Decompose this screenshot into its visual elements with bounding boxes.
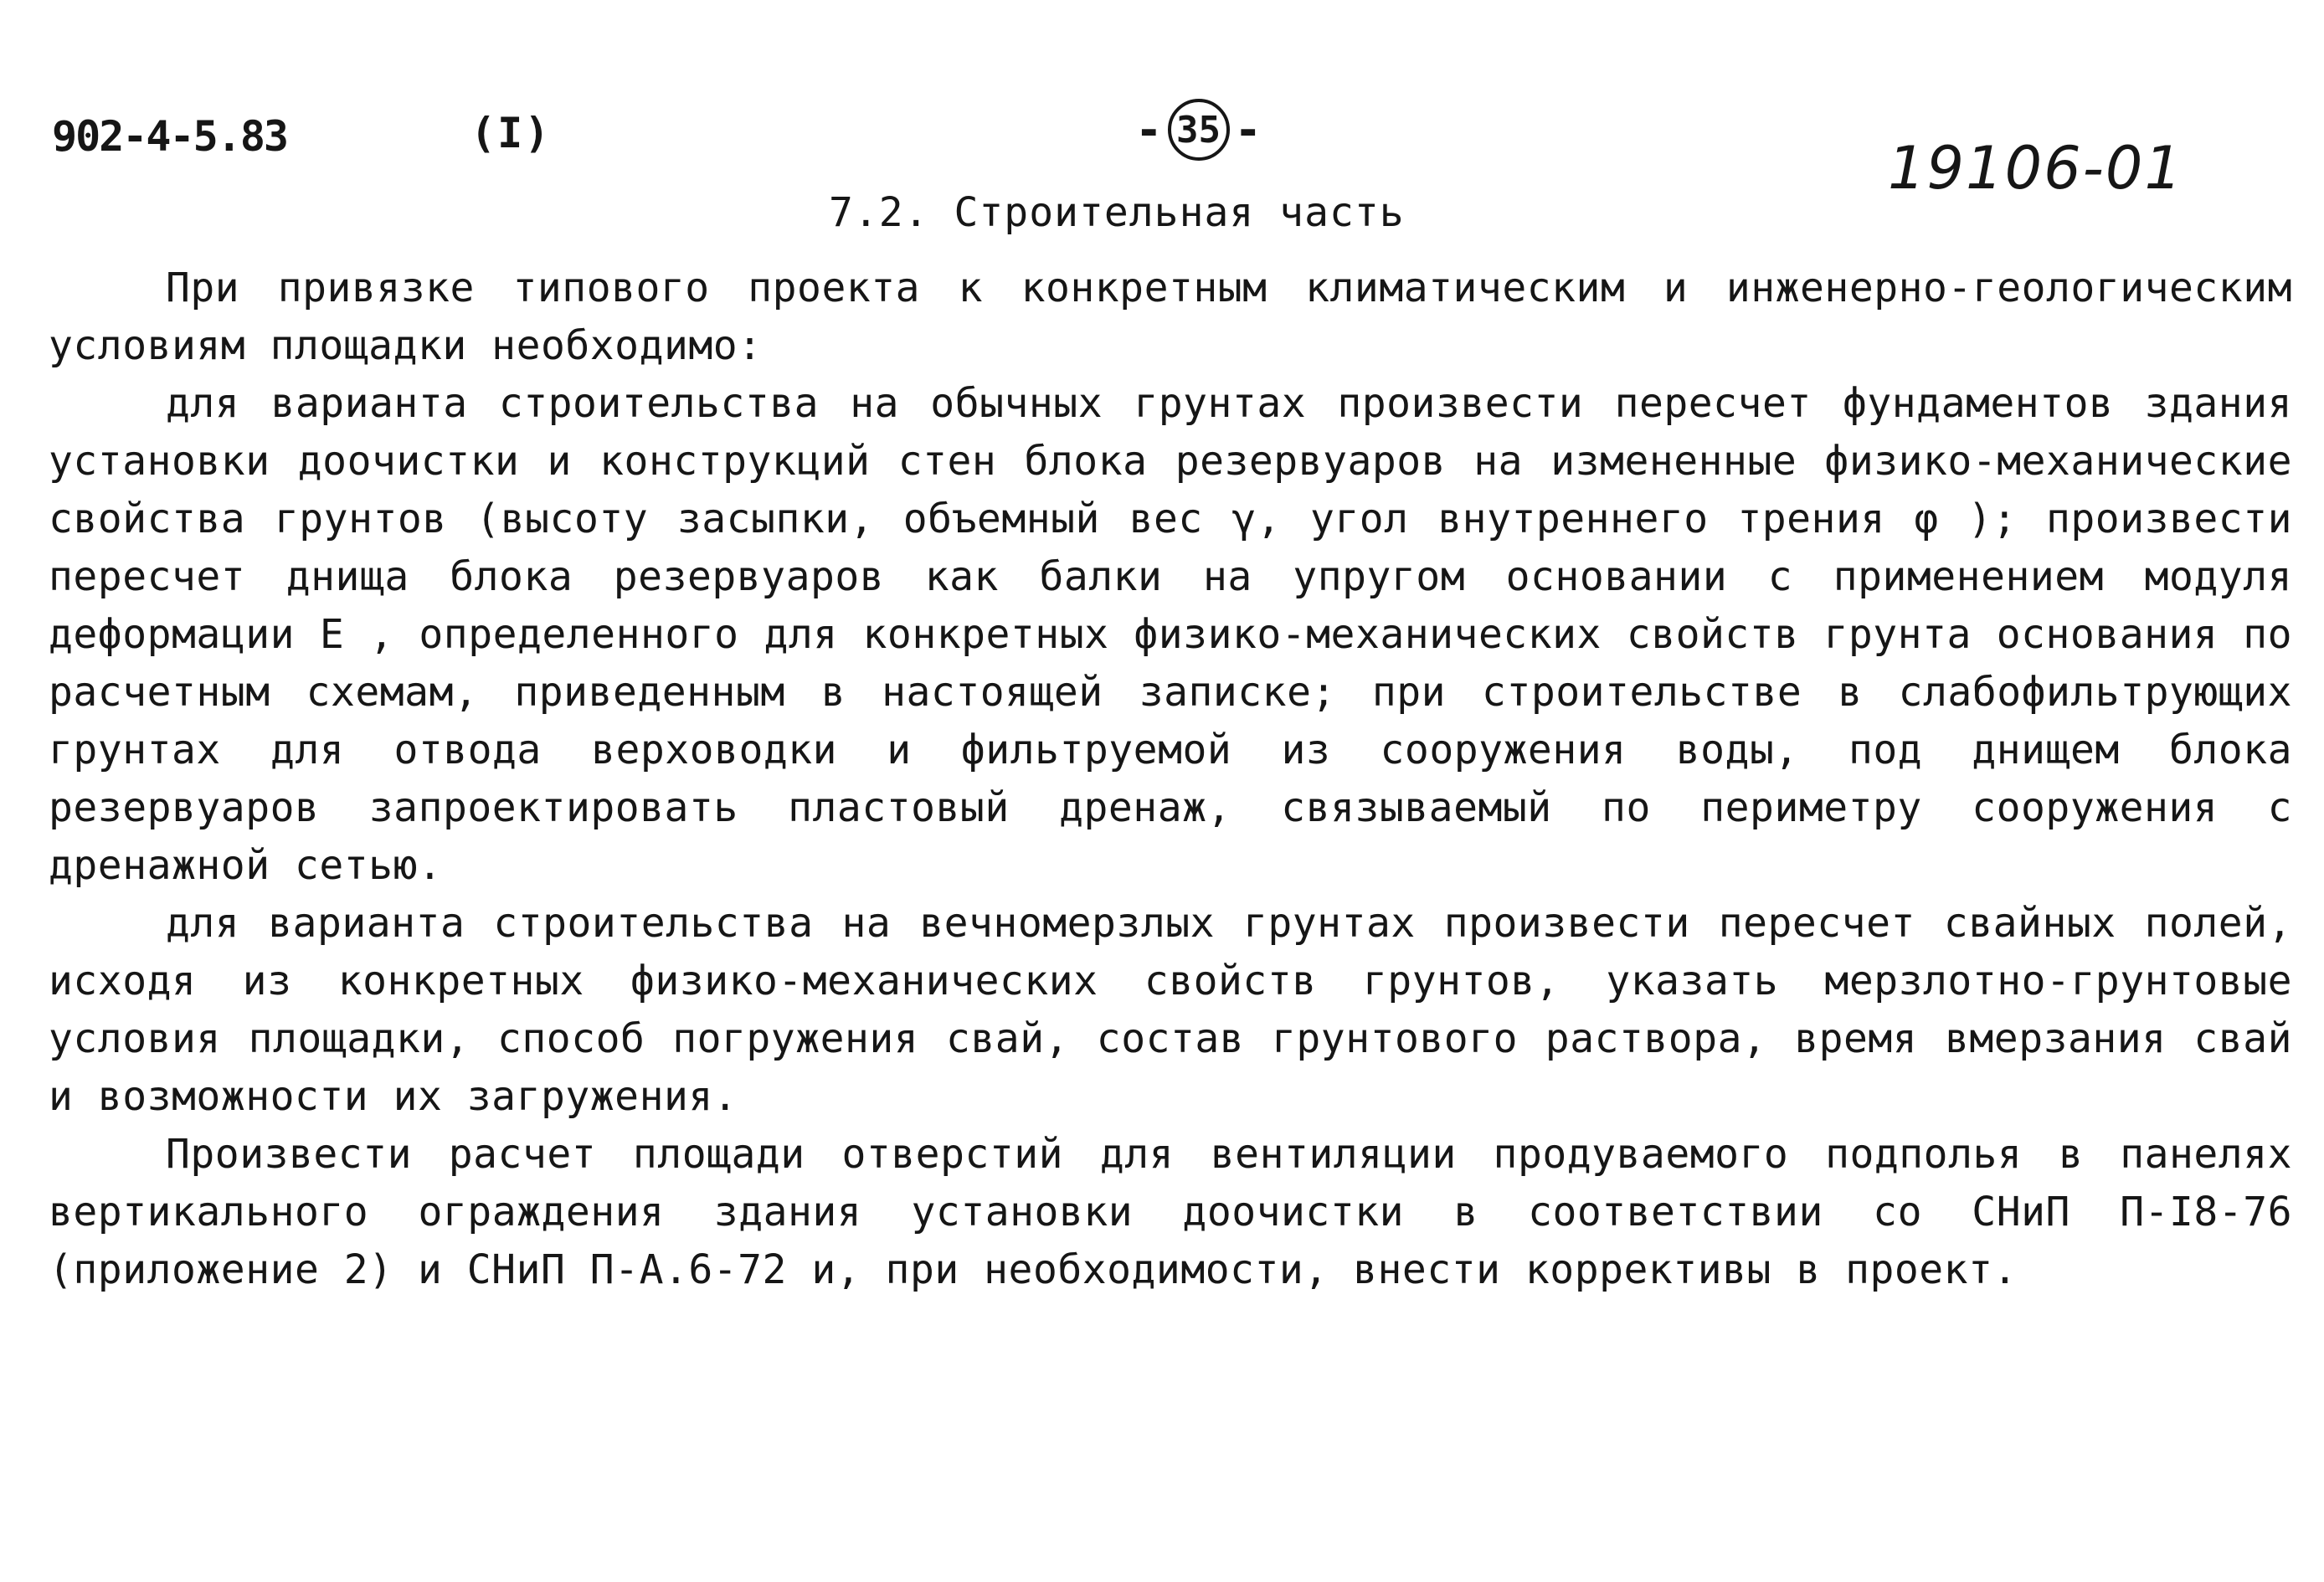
section-mark: (I) xyxy=(470,109,552,157)
page-number-circle: 35 xyxy=(1168,99,1230,161)
page-number-prefix: - xyxy=(1135,103,1163,157)
registration-code: 19106-01 xyxy=(1887,134,2183,203)
section-title: 7.2. Строительная часть xyxy=(829,189,1405,236)
page-number-suffix: - xyxy=(1234,103,1262,157)
body-text xyxy=(49,259,2292,1299)
paragraph-intro: При привязке типового проекта к конкретным климатическим и инженерно-геологическим условиям площадки необходимо: xyxy=(49,265,2292,369)
paragraph-ventilation: Произвести расчет площади отверстий для вентиляции продуваемого подполья в панелях вертикального ограждения здания установки доочистки в соответствии со СНиП П-I8-76 (приложение 2) и СНиП П-А.6-72 и, при необходимости, внести коррективы в проект. xyxy=(49,1131,2292,1293)
document-code: 902-4-5.83 xyxy=(52,112,288,161)
paragraph-permafrost-soils: для варианта строительства на вечномерзлых грунтах произвести пересчет свайных полей, исходя из конкретных физико-механических свойств грунтов, указать мерзлотно-грунтовые условия площадки, способ погружения свай, состав грунтового раствора, время вмерзания свай и возможности их загружения. xyxy=(49,900,2292,1120)
paragraph-ordinary-soils: для варианта строительства на обычных грунтах произвести пересчет фундаментов здания установки доочистки и конструкций стен блока резервуаров на измененные физико-механические свойства грунтов (высоту засыпки, объемный вес γ, угол внутреннего трения φ ); произвести пересчет днища блока резервуаров как балки на упругом основании с применением модуля деформации E , определенного для конкретных физико-механических свойств грунта основания по расчетным схемам, приведенным в настоящей записке; при строительстве в слабофильтрующих грунтах для отвода верховодки и фильтруемой из сооружения воды, под днищем блока резервуаров запроектировать пластовый дренаж, связываемый по периметру сооружения с дренажной сетью. xyxy=(49,380,2292,889)
page-number xyxy=(1135,99,1262,161)
